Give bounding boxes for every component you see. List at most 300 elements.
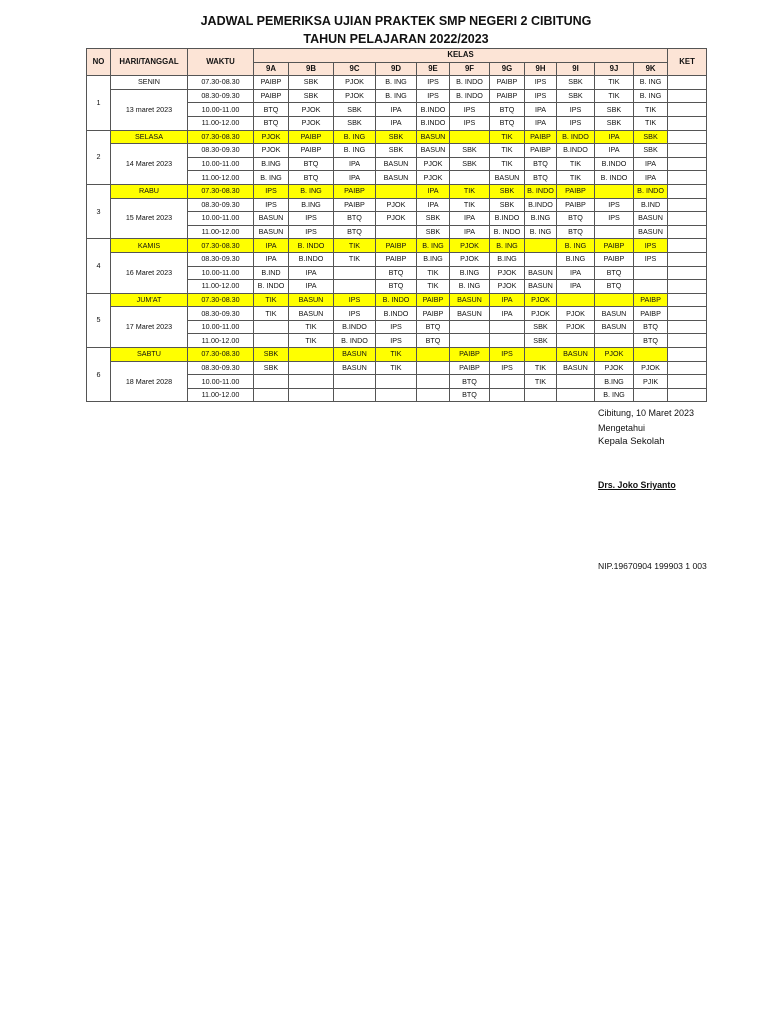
subject-cell: PJOK — [595, 348, 634, 362]
subject-cell: IPS — [289, 225, 334, 239]
class-header-9a: 9A — [254, 62, 289, 76]
ket-cell — [668, 116, 707, 130]
subject-cell: B. ING — [634, 89, 668, 103]
subject-cell: PAIBP — [595, 252, 634, 266]
subject-cell — [634, 280, 668, 294]
subject-cell: SBK — [525, 334, 557, 348]
subject-cell: PJOK — [289, 116, 334, 130]
subject-cell: B. ING — [525, 225, 557, 239]
subject-cell: PJOK — [525, 293, 557, 307]
ket-cell — [668, 307, 707, 321]
subject-cell: PAIBP — [450, 348, 490, 362]
time-slot: 10.00-11.00 — [188, 375, 254, 389]
subject-cell: IPA — [376, 103, 417, 117]
signature-position: Kepala Sekolah — [598, 436, 665, 447]
subject-cell: BTQ — [490, 103, 525, 117]
table-row — [87, 252, 707, 266]
subject-cell: B.INDO — [557, 144, 595, 158]
subject-cell: BTQ — [525, 171, 557, 185]
subject-cell — [376, 388, 417, 402]
subject-cell: BASUN — [450, 307, 490, 321]
document-title: JADWAL PEMERIKSA UJIAN PRAKTEK SMP NEGERI 2 CIBITUNG — [200, 14, 592, 28]
subject-cell: PAIBP — [254, 76, 289, 90]
table-row — [87, 89, 707, 103]
subject-cell: B. INDO — [557, 130, 595, 144]
subject-cell: B. ING — [417, 239, 450, 253]
subject-cell: BASUN — [490, 171, 525, 185]
subject-cell: BASUN — [450, 293, 490, 307]
subject-cell: TIK — [289, 320, 334, 334]
subject-cell — [254, 334, 289, 348]
subject-cell: B. INDO — [634, 184, 668, 198]
subject-cell: TIK — [490, 130, 525, 144]
table-row — [87, 130, 707, 144]
table-row — [87, 293, 707, 307]
subject-cell: IPS — [595, 212, 634, 226]
subject-cell: B. INDO — [450, 89, 490, 103]
subject-cell — [525, 388, 557, 402]
table-row — [87, 239, 707, 253]
subject-cell: IPS — [289, 212, 334, 226]
class-header-9c: 9C — [334, 62, 376, 76]
day-date: 17 Maret 2023 — [111, 307, 188, 348]
subject-cell — [557, 293, 595, 307]
subject-cell: IPA — [490, 307, 525, 321]
subject-cell: PAIBP — [634, 293, 668, 307]
header-kelas: KELAS — [254, 49, 668, 63]
header-waktu: WAKTU — [188, 49, 254, 76]
subject-cell: IPS — [634, 239, 668, 253]
table-row — [87, 144, 707, 158]
subject-cell: B. INDO — [450, 76, 490, 90]
row-number: 2 — [87, 130, 111, 184]
document-subtitle: TAHUN PELAJARAN 2022/2023 — [303, 32, 489, 46]
subject-cell: BASUN — [525, 280, 557, 294]
ket-cell — [668, 293, 707, 307]
subject-cell: PJOK — [525, 307, 557, 321]
subject-cell: TIK — [595, 76, 634, 90]
subject-cell: B.INDO — [376, 307, 417, 321]
day-name: JUM'AT — [111, 293, 188, 307]
time-slot: 11.00-12.00 — [188, 116, 254, 130]
time-slot: 07.30-08.30 — [188, 293, 254, 307]
subject-cell — [254, 375, 289, 389]
class-header-9j: 9J — [595, 62, 634, 76]
ket-cell — [668, 348, 707, 362]
class-header-9k: 9K — [634, 62, 668, 76]
subject-cell: BTQ — [254, 116, 289, 130]
subject-cell: B. INDO — [334, 334, 376, 348]
subject-cell: PAIBP — [595, 239, 634, 253]
time-slot: 11.00-12.00 — [188, 334, 254, 348]
subject-cell: BTQ — [334, 212, 376, 226]
time-slot: 11.00-12.00 — [188, 280, 254, 294]
subject-cell: IPS — [417, 89, 450, 103]
time-slot: 08.30-09.30 — [188, 307, 254, 321]
subject-cell: IPS — [450, 116, 490, 130]
subject-cell: B. ING — [289, 184, 334, 198]
subject-cell: PJOK — [450, 239, 490, 253]
subject-cell — [595, 293, 634, 307]
subject-cell: SBK — [334, 116, 376, 130]
signature-acknowledge: Mengetahui — [598, 423, 646, 433]
subject-cell: SBK — [525, 320, 557, 334]
subject-cell: PJOK — [557, 320, 595, 334]
subject-cell: IPS — [490, 361, 525, 375]
class-header-9e: 9E — [417, 62, 450, 76]
subject-cell — [417, 361, 450, 375]
subject-cell: BASUN — [289, 293, 334, 307]
subject-cell: PJOK — [490, 280, 525, 294]
subject-cell: IPS — [417, 76, 450, 90]
time-slot: 11.00-12.00 — [188, 171, 254, 185]
subject-cell — [525, 252, 557, 266]
day-date: 14 Maret 2023 — [111, 144, 188, 185]
day-date: 13 maret 2023 — [111, 89, 188, 130]
subject-cell — [450, 334, 490, 348]
subject-cell — [376, 184, 417, 198]
subject-cell: B. ING — [334, 130, 376, 144]
subject-cell: IPS — [376, 320, 417, 334]
subject-cell: PAIBP — [525, 130, 557, 144]
subject-cell: B. ING — [557, 239, 595, 253]
subject-cell: BASUN — [525, 266, 557, 280]
subject-cell: SBK — [557, 89, 595, 103]
subject-cell: IPA — [595, 130, 634, 144]
row-number: 5 — [87, 293, 111, 347]
header-no: NO — [87, 49, 111, 76]
subject-cell: IPA — [450, 225, 490, 239]
subject-cell: BASUN — [417, 144, 450, 158]
day-date: 15 Maret 2023 — [111, 198, 188, 239]
subject-cell: B.INDO — [289, 252, 334, 266]
row-number: 1 — [87, 76, 111, 130]
subject-cell: B.INDO — [595, 157, 634, 171]
subject-cell: BASUN — [634, 225, 668, 239]
class-header-9h: 9H — [525, 62, 557, 76]
class-header-9g: 9G — [490, 62, 525, 76]
subject-cell: B.ING — [490, 252, 525, 266]
ket-cell — [668, 320, 707, 334]
table-row — [87, 184, 707, 198]
signature-name: Drs. Joko Sriyanto — [598, 480, 676, 490]
subject-cell: B. ING — [490, 239, 525, 253]
subject-cell: BTQ — [490, 116, 525, 130]
subject-cell: B. ING — [634, 76, 668, 90]
ket-cell — [668, 130, 707, 144]
subject-cell: BTQ — [450, 375, 490, 389]
time-slot: 07.30-08.30 — [188, 130, 254, 144]
subject-cell: PJOK — [254, 130, 289, 144]
table-row — [87, 307, 707, 321]
subject-cell — [334, 375, 376, 389]
ket-cell — [668, 388, 707, 402]
class-header-9i: 9I — [557, 62, 595, 76]
subject-cell: IPA — [334, 171, 376, 185]
day-name: KAMIS — [111, 239, 188, 253]
subject-cell: SBK — [376, 144, 417, 158]
subject-cell: TIK — [417, 266, 450, 280]
class-header-9f: 9F — [450, 62, 490, 76]
signature-place-date: Cibitung, 10 Maret 2023 — [598, 408, 695, 418]
ket-cell — [668, 266, 707, 280]
time-slot: 08.30-09.30 — [188, 144, 254, 158]
subject-cell: BTQ — [376, 266, 417, 280]
subject-cell: SBK — [634, 130, 668, 144]
subject-cell: B. INDO — [525, 184, 557, 198]
subject-cell: BASUN — [634, 212, 668, 226]
subject-cell: TIK — [417, 280, 450, 294]
subject-cell: IPA — [450, 212, 490, 226]
subject-cell: PJOK — [595, 361, 634, 375]
subject-cell: PAIBP — [334, 184, 376, 198]
subject-cell: PAIBP — [557, 198, 595, 212]
subject-cell: B.ING — [557, 252, 595, 266]
subject-cell: IPA — [525, 103, 557, 117]
subject-cell: B. INDO — [254, 280, 289, 294]
time-slot: 08.30-09.30 — [188, 89, 254, 103]
time-slot: 10.00-11.00 — [188, 212, 254, 226]
subject-cell: SBK — [634, 144, 668, 158]
day-name: RABU — [111, 184, 188, 198]
subject-cell: IPS — [557, 103, 595, 117]
subject-cell — [557, 334, 595, 348]
subject-cell: B.INDO — [417, 103, 450, 117]
subject-cell: IPA — [525, 116, 557, 130]
subject-cell: TIK — [490, 157, 525, 171]
subject-cell: BASUN — [376, 157, 417, 171]
subject-cell: IPS — [450, 103, 490, 117]
subject-cell: SBK — [289, 89, 334, 103]
subject-cell — [289, 388, 334, 402]
subject-cell: PAIBP — [490, 76, 525, 90]
subject-cell: BTQ — [525, 157, 557, 171]
subject-cell: IPA — [289, 280, 334, 294]
day-name: SABTU — [111, 348, 188, 362]
ket-cell — [668, 198, 707, 212]
subject-cell: PJOK — [376, 212, 417, 226]
subject-cell — [490, 334, 525, 348]
subject-cell: PAIBP — [557, 184, 595, 198]
subject-cell: PJOK — [289, 103, 334, 117]
subject-cell — [289, 375, 334, 389]
subject-cell: IPS — [634, 252, 668, 266]
subject-cell: PAIBP — [254, 89, 289, 103]
subject-cell — [490, 388, 525, 402]
subject-cell: PAIBP — [450, 361, 490, 375]
time-slot: 10.00-11.00 — [188, 103, 254, 117]
subject-cell: TIK — [557, 171, 595, 185]
subject-cell: PAIBP — [376, 252, 417, 266]
subject-cell: PJOK — [417, 157, 450, 171]
subject-cell: B. INDO — [289, 239, 334, 253]
subject-cell: B. INDO — [376, 293, 417, 307]
subject-cell: BTQ — [595, 266, 634, 280]
row-number: 4 — [87, 239, 111, 293]
ket-cell — [668, 334, 707, 348]
table-row — [87, 361, 707, 375]
subject-cell: SBK — [376, 130, 417, 144]
ket-cell — [668, 239, 707, 253]
subject-cell: TIK — [490, 144, 525, 158]
subject-cell: B.INDO — [525, 198, 557, 212]
subject-cell: B.ING — [289, 198, 334, 212]
subject-cell — [557, 375, 595, 389]
subject-cell: B. INDO — [490, 225, 525, 239]
time-slot: 11.00-12.00 — [188, 225, 254, 239]
subject-cell: SBK — [334, 103, 376, 117]
subject-cell: BASUN — [289, 307, 334, 321]
subject-cell: B.ING — [254, 157, 289, 171]
row-number: 6 — [87, 348, 111, 402]
ket-cell — [668, 89, 707, 103]
table-row — [87, 198, 707, 212]
subject-cell: TIK — [525, 361, 557, 375]
subject-cell: B.ING — [595, 375, 634, 389]
subject-cell: B.IND — [634, 198, 668, 212]
subject-cell: B.ING — [417, 252, 450, 266]
subject-cell: TIK — [376, 361, 417, 375]
subject-cell: BTQ — [417, 334, 450, 348]
subject-cell: BASUN — [334, 348, 376, 362]
subject-cell: IPA — [289, 266, 334, 280]
subject-cell: BTQ — [376, 280, 417, 294]
subject-cell — [289, 361, 334, 375]
ket-cell — [668, 225, 707, 239]
subject-cell: BTQ — [595, 280, 634, 294]
subject-cell: BASUN — [595, 307, 634, 321]
subject-cell: BTQ — [417, 320, 450, 334]
subject-cell: B. ING — [254, 171, 289, 185]
subject-cell: PJOK — [417, 171, 450, 185]
subject-cell: IPS — [254, 184, 289, 198]
subject-cell — [450, 130, 490, 144]
day-name: SELASA — [111, 130, 188, 144]
subject-cell — [417, 375, 450, 389]
subject-cell — [525, 348, 557, 362]
subject-cell: PAIBP — [490, 89, 525, 103]
ket-cell — [668, 103, 707, 117]
subject-cell: IPS — [595, 198, 634, 212]
subject-cell: SBK — [254, 348, 289, 362]
subject-cell: TIK — [254, 307, 289, 321]
ket-cell — [668, 157, 707, 171]
ket-cell — [668, 280, 707, 294]
subject-cell — [525, 239, 557, 253]
time-slot: 10.00-11.00 — [188, 266, 254, 280]
subject-cell: SBK — [595, 103, 634, 117]
subject-cell: PJOK — [490, 266, 525, 280]
time-slot: 07.30-08.30 — [188, 348, 254, 362]
subject-cell — [595, 225, 634, 239]
subject-cell: BASUN — [557, 361, 595, 375]
subject-cell: PJOK — [376, 198, 417, 212]
subject-cell: BASUN — [376, 171, 417, 185]
subject-cell — [334, 388, 376, 402]
subject-cell: SBK — [490, 198, 525, 212]
subject-cell — [417, 348, 450, 362]
subject-cell: SBK — [595, 116, 634, 130]
subject-cell: B.INDO — [417, 116, 450, 130]
class-header-9b: 9B — [289, 62, 334, 76]
time-slot: 10.00-11.00 — [188, 157, 254, 171]
subject-cell: SBK — [289, 76, 334, 90]
subject-cell — [490, 375, 525, 389]
subject-cell: B. ING — [376, 89, 417, 103]
time-slot: 11.00-12.00 — [188, 388, 254, 402]
subject-cell: SBK — [417, 225, 450, 239]
subject-cell: PJIK — [634, 375, 668, 389]
subject-cell: IPA — [254, 252, 289, 266]
schedule-table — [86, 48, 707, 402]
ket-cell — [668, 375, 707, 389]
subject-cell: SBK — [557, 76, 595, 90]
subject-cell: IPA — [595, 144, 634, 158]
subject-cell: SBK — [450, 157, 490, 171]
subject-cell — [595, 184, 634, 198]
subject-cell: B.ING — [450, 266, 490, 280]
subject-cell: BTQ — [634, 320, 668, 334]
subject-cell: IPS — [525, 76, 557, 90]
subject-cell — [376, 225, 417, 239]
subject-cell: BASUN — [334, 361, 376, 375]
subject-cell: PJOK — [450, 252, 490, 266]
subject-cell: IPA — [334, 157, 376, 171]
subject-cell: BTQ — [334, 225, 376, 239]
subject-cell: TIK — [557, 157, 595, 171]
subject-cell: IPS — [334, 307, 376, 321]
subject-cell — [254, 388, 289, 402]
subject-cell: BTQ — [450, 388, 490, 402]
subject-cell: BTQ — [289, 157, 334, 171]
subject-cell: BASUN — [595, 320, 634, 334]
subject-cell: TIK — [376, 348, 417, 362]
time-slot: 08.30-09.30 — [188, 198, 254, 212]
subject-cell: IPA — [490, 293, 525, 307]
subject-cell — [417, 388, 450, 402]
time-slot: 08.30-09.30 — [188, 252, 254, 266]
row-number: 3 — [87, 184, 111, 238]
subject-cell: IPA — [557, 280, 595, 294]
ket-cell — [668, 171, 707, 185]
subject-cell: IPA — [417, 198, 450, 212]
subject-cell: BTQ — [289, 171, 334, 185]
ket-cell — [668, 252, 707, 266]
subject-cell — [450, 171, 490, 185]
header-hari-tanggal: HARI/TANGGAL — [111, 49, 188, 76]
day-date: 18 Maret 2028 — [111, 361, 188, 402]
class-header-9d: 9D — [376, 62, 417, 76]
subject-cell: PAIBP — [376, 239, 417, 253]
subject-cell: B.ING — [525, 212, 557, 226]
subject-cell: B.IND — [254, 266, 289, 280]
subject-cell: IPS — [525, 89, 557, 103]
ket-cell — [668, 144, 707, 158]
table-row — [87, 76, 707, 90]
subject-cell: PAIBP — [634, 307, 668, 321]
subject-cell: PAIBP — [417, 307, 450, 321]
subject-cell: IPA — [634, 171, 668, 185]
subject-cell: B.INDO — [334, 320, 376, 334]
subject-cell: B. ING — [334, 144, 376, 158]
subject-cell: TIK — [289, 334, 334, 348]
subject-cell: IPS — [557, 116, 595, 130]
subject-cell: IPS — [334, 293, 376, 307]
subject-cell — [254, 320, 289, 334]
subject-cell: IPA — [417, 184, 450, 198]
subject-cell: TIK — [634, 116, 668, 130]
ket-cell — [668, 212, 707, 226]
